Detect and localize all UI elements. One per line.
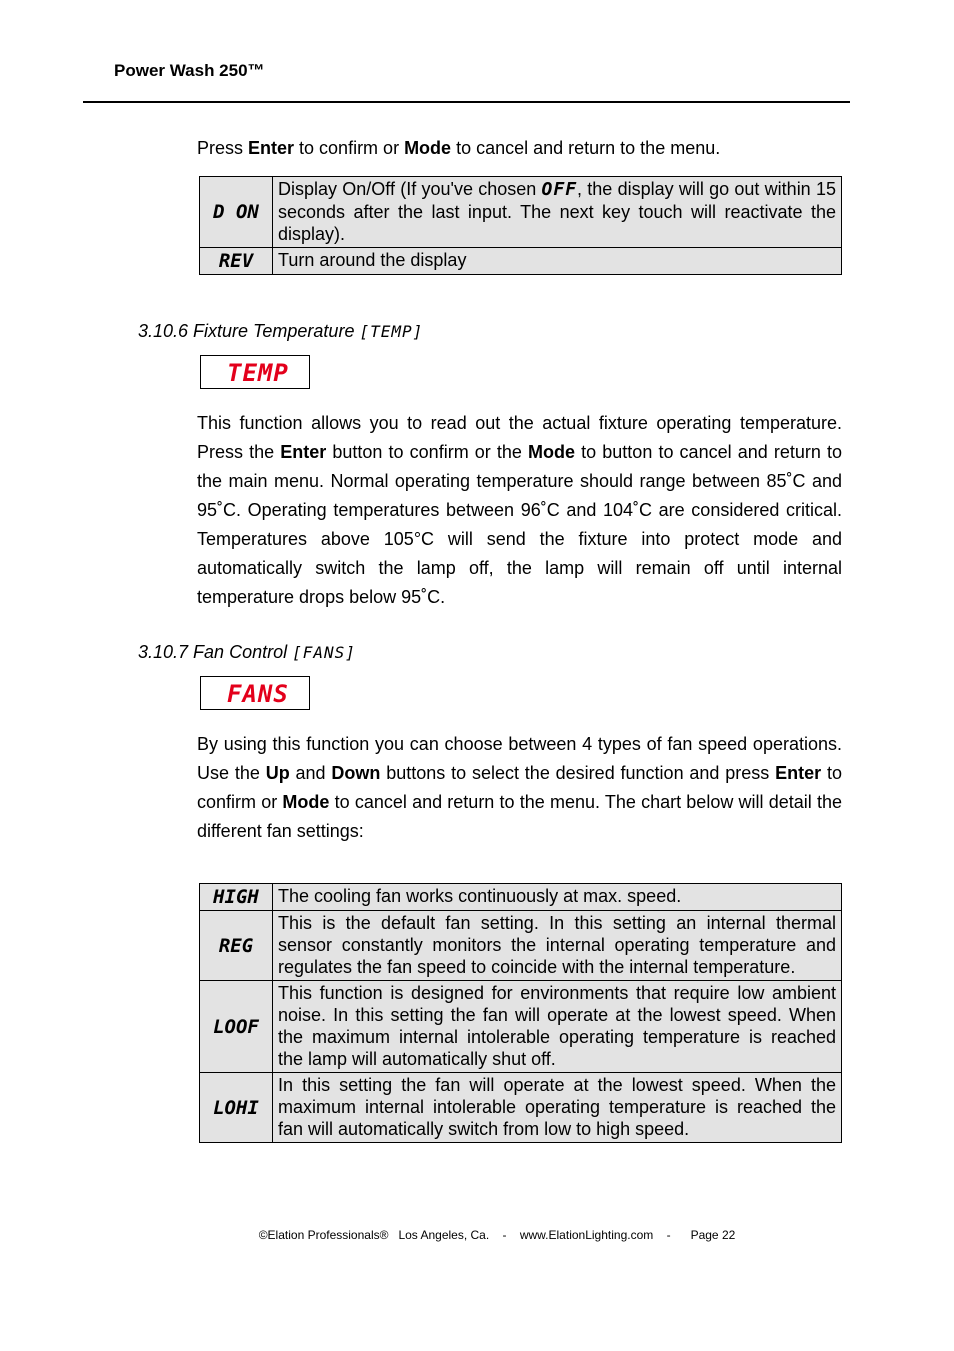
heading-code: [TEMP] bbox=[359, 322, 424, 341]
mode-key-label: Mode bbox=[404, 138, 452, 158]
description-text: , the display will go out within 15 seconds after the last input. The next key touch will reactivate the display). bbox=[278, 179, 836, 244]
document-header-title: Power Wash 250™ bbox=[114, 61, 265, 80]
paragraph-text: This function allows you to read out the actual fixture operating temperature. Press the bbox=[197, 413, 842, 462]
paragraph-text: to confirm or bbox=[197, 763, 842, 812]
table-row bbox=[200, 884, 842, 911]
fan-mode-description: This function is designed for environments that require low ambient noise. In this setting the fan will operate at the lowest speed. When the maximum internal intolerable operating temperature is reached the lamp will automatically shut off. bbox=[273, 981, 842, 1073]
fan-section-heading bbox=[138, 642, 356, 663]
fan-paragraph bbox=[197, 730, 842, 846]
off-code: OFF bbox=[541, 179, 578, 200]
fan-mode-description: The cooling fan works continuously at max. speed. bbox=[273, 884, 842, 911]
temp-section-heading bbox=[138, 321, 423, 342]
enter-key-label: Enter bbox=[775, 763, 822, 783]
table-row bbox=[200, 1073, 842, 1143]
fan-settings-table bbox=[199, 883, 842, 1143]
fan-mode-description: In this setting the fan will operate at the lowest speed. When the maximum internal intolerable operating temperature is reached the fan will automatically switch from low to high speed. bbox=[273, 1073, 842, 1143]
display-options-table bbox=[199, 176, 842, 275]
intro-text: Press bbox=[197, 138, 249, 158]
fan-mode-code: LOHI bbox=[200, 1073, 273, 1143]
fan-mode-code: REG bbox=[200, 911, 273, 981]
description-text: Display On/Off (If you've chosen bbox=[278, 179, 542, 199]
fan-mode-description: This is the default fan setting. In this setting an internal thermal sensor constantly monitors the internal operating temperature and regulates the fan speed to coincide with the internal temperature. bbox=[273, 911, 842, 981]
table-row bbox=[200, 981, 842, 1073]
paragraph-text: and bbox=[289, 763, 332, 783]
mode-key-label: Mode bbox=[282, 792, 330, 812]
paragraph-text: button to confirm or the bbox=[326, 442, 529, 462]
temp-paragraph bbox=[197, 409, 842, 612]
up-key-label: Up bbox=[265, 763, 290, 783]
fan-mode-code: LOOF bbox=[200, 981, 273, 1073]
table-row bbox=[200, 248, 842, 275]
fans-lcd-display: FANS bbox=[200, 676, 310, 710]
table-row bbox=[200, 911, 842, 981]
option-description bbox=[273, 177, 842, 248]
table-row bbox=[200, 177, 842, 248]
intro-text: to confirm or bbox=[294, 138, 405, 158]
paragraph-text: to button to cancel and return to the main menu. Normal operating temperature should range between 85˚C and 95˚C. Operating temperatures between 96˚C and 104˚C are considered critical. Temperatures above 105°C will send the fixture into protect mode and automatically switch the lamp off, the lamp will remain off until internal temperature drops below 95˚C. bbox=[197, 442, 842, 607]
enter-key-label: Enter bbox=[280, 442, 327, 462]
mode-key-label: Mode bbox=[528, 442, 576, 462]
option-code: D ON bbox=[200, 177, 273, 248]
paragraph-text: to cancel and return to the menu. The chart below will detail the different fan settings: bbox=[197, 792, 842, 841]
option-description: Turn around the display bbox=[273, 248, 842, 275]
heading-text: 3.10.6 Fixture Temperature bbox=[138, 321, 360, 341]
intro-paragraph bbox=[197, 134, 842, 163]
paragraph-text: buttons to select the desired function and press bbox=[380, 763, 776, 783]
page-footer: ©Elation Professionals® Los Angeles, Ca. - www.ElationLighting.com - Page 22 bbox=[258, 1228, 736, 1242]
option-code: REV bbox=[200, 248, 273, 275]
intro-text: to cancel and return to the menu. bbox=[451, 138, 721, 158]
heading-text: 3.10.7 Fan Control bbox=[138, 642, 293, 662]
heading-code: [FANS] bbox=[292, 643, 356, 662]
header-divider bbox=[83, 101, 850, 103]
temp-lcd-display: TEMP bbox=[200, 355, 310, 389]
fan-mode-code: HIGH bbox=[200, 884, 273, 911]
enter-key-label: Enter bbox=[248, 138, 295, 158]
down-key-label: Down bbox=[331, 763, 381, 783]
paragraph-text: By using this function you can choose between 4 types of fan speed operations. Use the bbox=[197, 734, 842, 783]
